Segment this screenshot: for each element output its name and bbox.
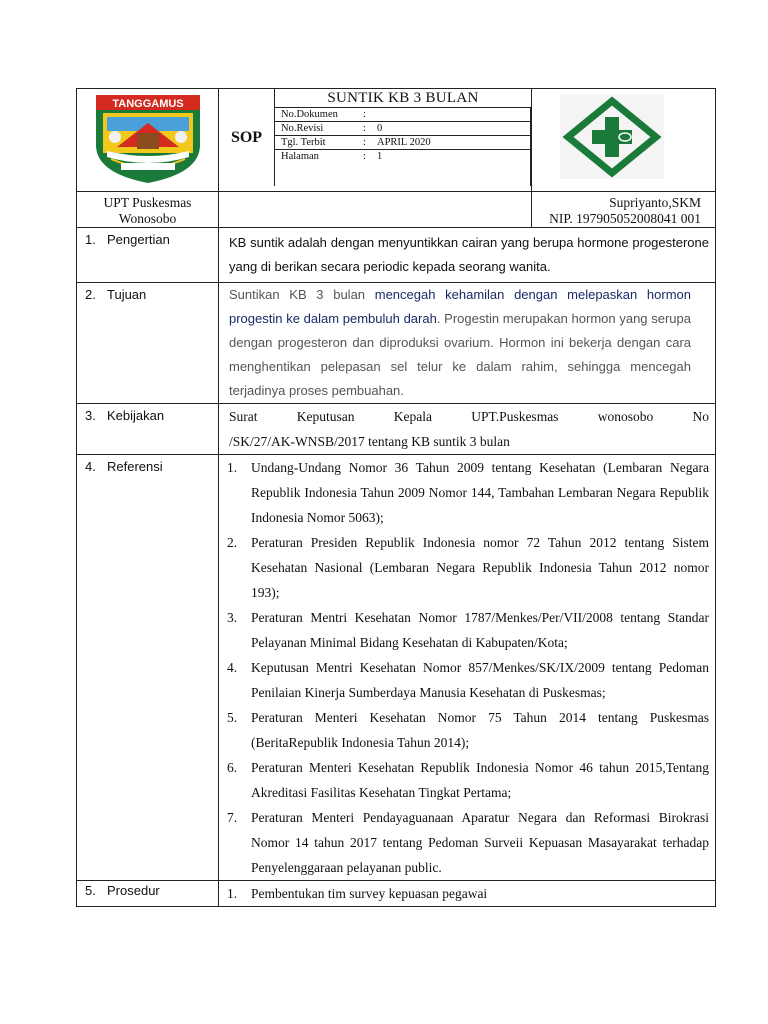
meta-row [275, 122, 530, 136]
meta-colon: : [363, 123, 366, 134]
sop-table [76, 88, 716, 907]
item-text: Peraturan Presiden Republik Indonesia nomor 72 Tahun 2012 tentang Sistem Kesehatan Nasional (Lembaran Negara Republik Indonesia Tahun 2012 nomor 193); [251, 535, 709, 600]
section-label-referensi [77, 455, 219, 881]
meta-colon: : [363, 137, 366, 148]
pengertian-content [219, 228, 716, 283]
meta-value: 0 [377, 123, 383, 134]
item-text: Pembentukan tim survey kepuasan pegawai [251, 886, 488, 901]
item-number: 4. [227, 660, 238, 675]
section-number: 4. [85, 459, 96, 474]
right-logo-cell [532, 89, 716, 192]
item-number: 2. [227, 535, 238, 550]
empty-header-cell [219, 192, 532, 228]
meta-key: No.Dokumen [281, 109, 338, 120]
meta-value: APRIL 2020 [377, 137, 431, 148]
title-meta-cell [219, 89, 532, 192]
tanggamus-logo [77, 89, 219, 186]
list-item [227, 705, 709, 755]
signer-name: Supriyanto,SKM [609, 195, 701, 210]
section-number: 1. [85, 232, 96, 247]
tujuan-text-intro: Suntikan KB 3 bulan [229, 287, 375, 302]
pengertian-text: KB suntik adalah dengan menyuntikkan cairan yang berupa hormone progesterone yang di berikan secara periodic kepada seorang wanita. [229, 235, 709, 274]
item-number: 1. [227, 460, 238, 475]
signer-nip: NIP. 197905052008041 001 [549, 211, 701, 226]
list-item [227, 455, 709, 530]
meta-colon: : [363, 151, 366, 162]
document-title: SUNTIK KB 3 BULAN [275, 89, 531, 108]
meta-value [377, 108, 530, 121]
section-title: Referensi [107, 459, 163, 474]
meta-key: No.Revisi [281, 123, 324, 134]
item-number: 5. [227, 710, 238, 725]
item-number: 1. [227, 886, 238, 901]
section-number: 3. [85, 408, 96, 423]
organization-cell [77, 192, 219, 228]
tujuan-text-rest: . Progestin merupakan hormon yang serupa dengan progesteron dan diproduksi ovarium. Hormon ini bekerja dengan cara menghentikan pelepasan sel telur ke dalam rahim, sehingga mencegah terjadinya proses pembuahan. [229, 311, 691, 398]
logo-text: TANGGAMUS [112, 98, 184, 110]
signer-cell [532, 192, 716, 228]
section-number: 5. [85, 883, 96, 898]
item-text: Peraturan Mentri Kesehatan Nomor 1787/Menkes/Per/VII/2008 tentang Standar Pelayanan Minimal Bidang Kesehatan di Kabupaten/Kota; [251, 610, 709, 650]
section-title: Prosedur [107, 883, 160, 898]
item-text: Peraturan Menteri Kesehatan Nomor 75 Tahun 2014 tentang Puskesmas (BeritaRepublik Indonesia Tahun 2014); [251, 710, 709, 750]
section-label-prosedur [77, 881, 219, 907]
meta-row [275, 108, 530, 122]
list-item [227, 605, 709, 655]
list-item [227, 805, 709, 880]
left-logo-cell [77, 89, 219, 192]
item-number: 7. [227, 810, 238, 825]
meta-key: Tgl. Terbit [281, 137, 326, 148]
tujuan-content [219, 283, 716, 404]
meta-block [275, 108, 531, 186]
section-title: Tujuan [107, 287, 147, 302]
kebijakan-line-2: /SK/27/AK-WNSB/2017 tentang KB suntik 3 bulan [229, 434, 510, 449]
org-location: Wonosobo [118, 211, 177, 226]
meta-key: Halaman [281, 151, 319, 162]
list-item [227, 655, 709, 705]
section-title: Kebijakan [107, 408, 165, 423]
sop-document [76, 88, 715, 907]
item-number: 6. [227, 760, 238, 775]
item-number: 3. [227, 610, 238, 625]
kebijakan-line-1: Surat Keputusan Kepala UPT.Puskesmas wonosobo No [229, 409, 709, 424]
prosedur-content [219, 881, 716, 907]
referensi-content [219, 455, 716, 881]
section-title: Pengertian [107, 232, 170, 247]
item-text: Peraturan Menteri Kesehatan Republik Indonesia Nomor 46 tahun 2015,Tentang Akreditasi Fasilitas Kesehatan Tingkat Pertama; [251, 760, 709, 800]
org-name: UPT Puskesmas [103, 195, 192, 210]
item-text: Undang-Undang Nomor 36 Tahun 2009 tentang Kesehatan (Lembaran Negara Republik Indonesia Tahun 2009 Nomor 144, Tambahan Lembaran Negara Republik Indonesia Nomor 5063); [251, 460, 709, 525]
referensi-list [227, 455, 709, 880]
list-item [227, 755, 709, 805]
meta-row [275, 150, 530, 163]
section-label-pengertian [77, 228, 219, 283]
item-text: Keputusan Mentri Kesehatan Nomor 857/Menkes/SK/IX/2009 tentang Pedoman Penilaian Kinerja Sumberdaya Manusia Kesehatan di Puskesmas; [251, 660, 709, 700]
kebijakan-content [219, 404, 716, 455]
section-label-kebijakan [77, 404, 219, 455]
list-item [227, 530, 709, 605]
list-item [227, 881, 709, 906]
meta-colon: : [363, 109, 366, 120]
tujuan-text-highlight: mencegah kehamilan dengan melepaskan hormon progestin ke dalam pembuluh darah [229, 287, 692, 326]
section-number: 2. [85, 287, 96, 302]
section-label-tujuan [77, 283, 219, 404]
meta-value: 1 [377, 151, 383, 162]
sop-label: SOP [219, 89, 275, 186]
puskesmas-cross-logo [532, 89, 716, 186]
meta-row [275, 136, 530, 150]
item-text: Peraturan Menteri Pendayaguanaan Aparatur Negara dan Reformasi Birokrasi Nomor 14 tahun 2017 tentang Pedoman Surveii Kepuasan Masayarakat terhadap Penyelenggaraan pelayanan public. [251, 810, 709, 875]
prosedur-list [227, 881, 709, 906]
